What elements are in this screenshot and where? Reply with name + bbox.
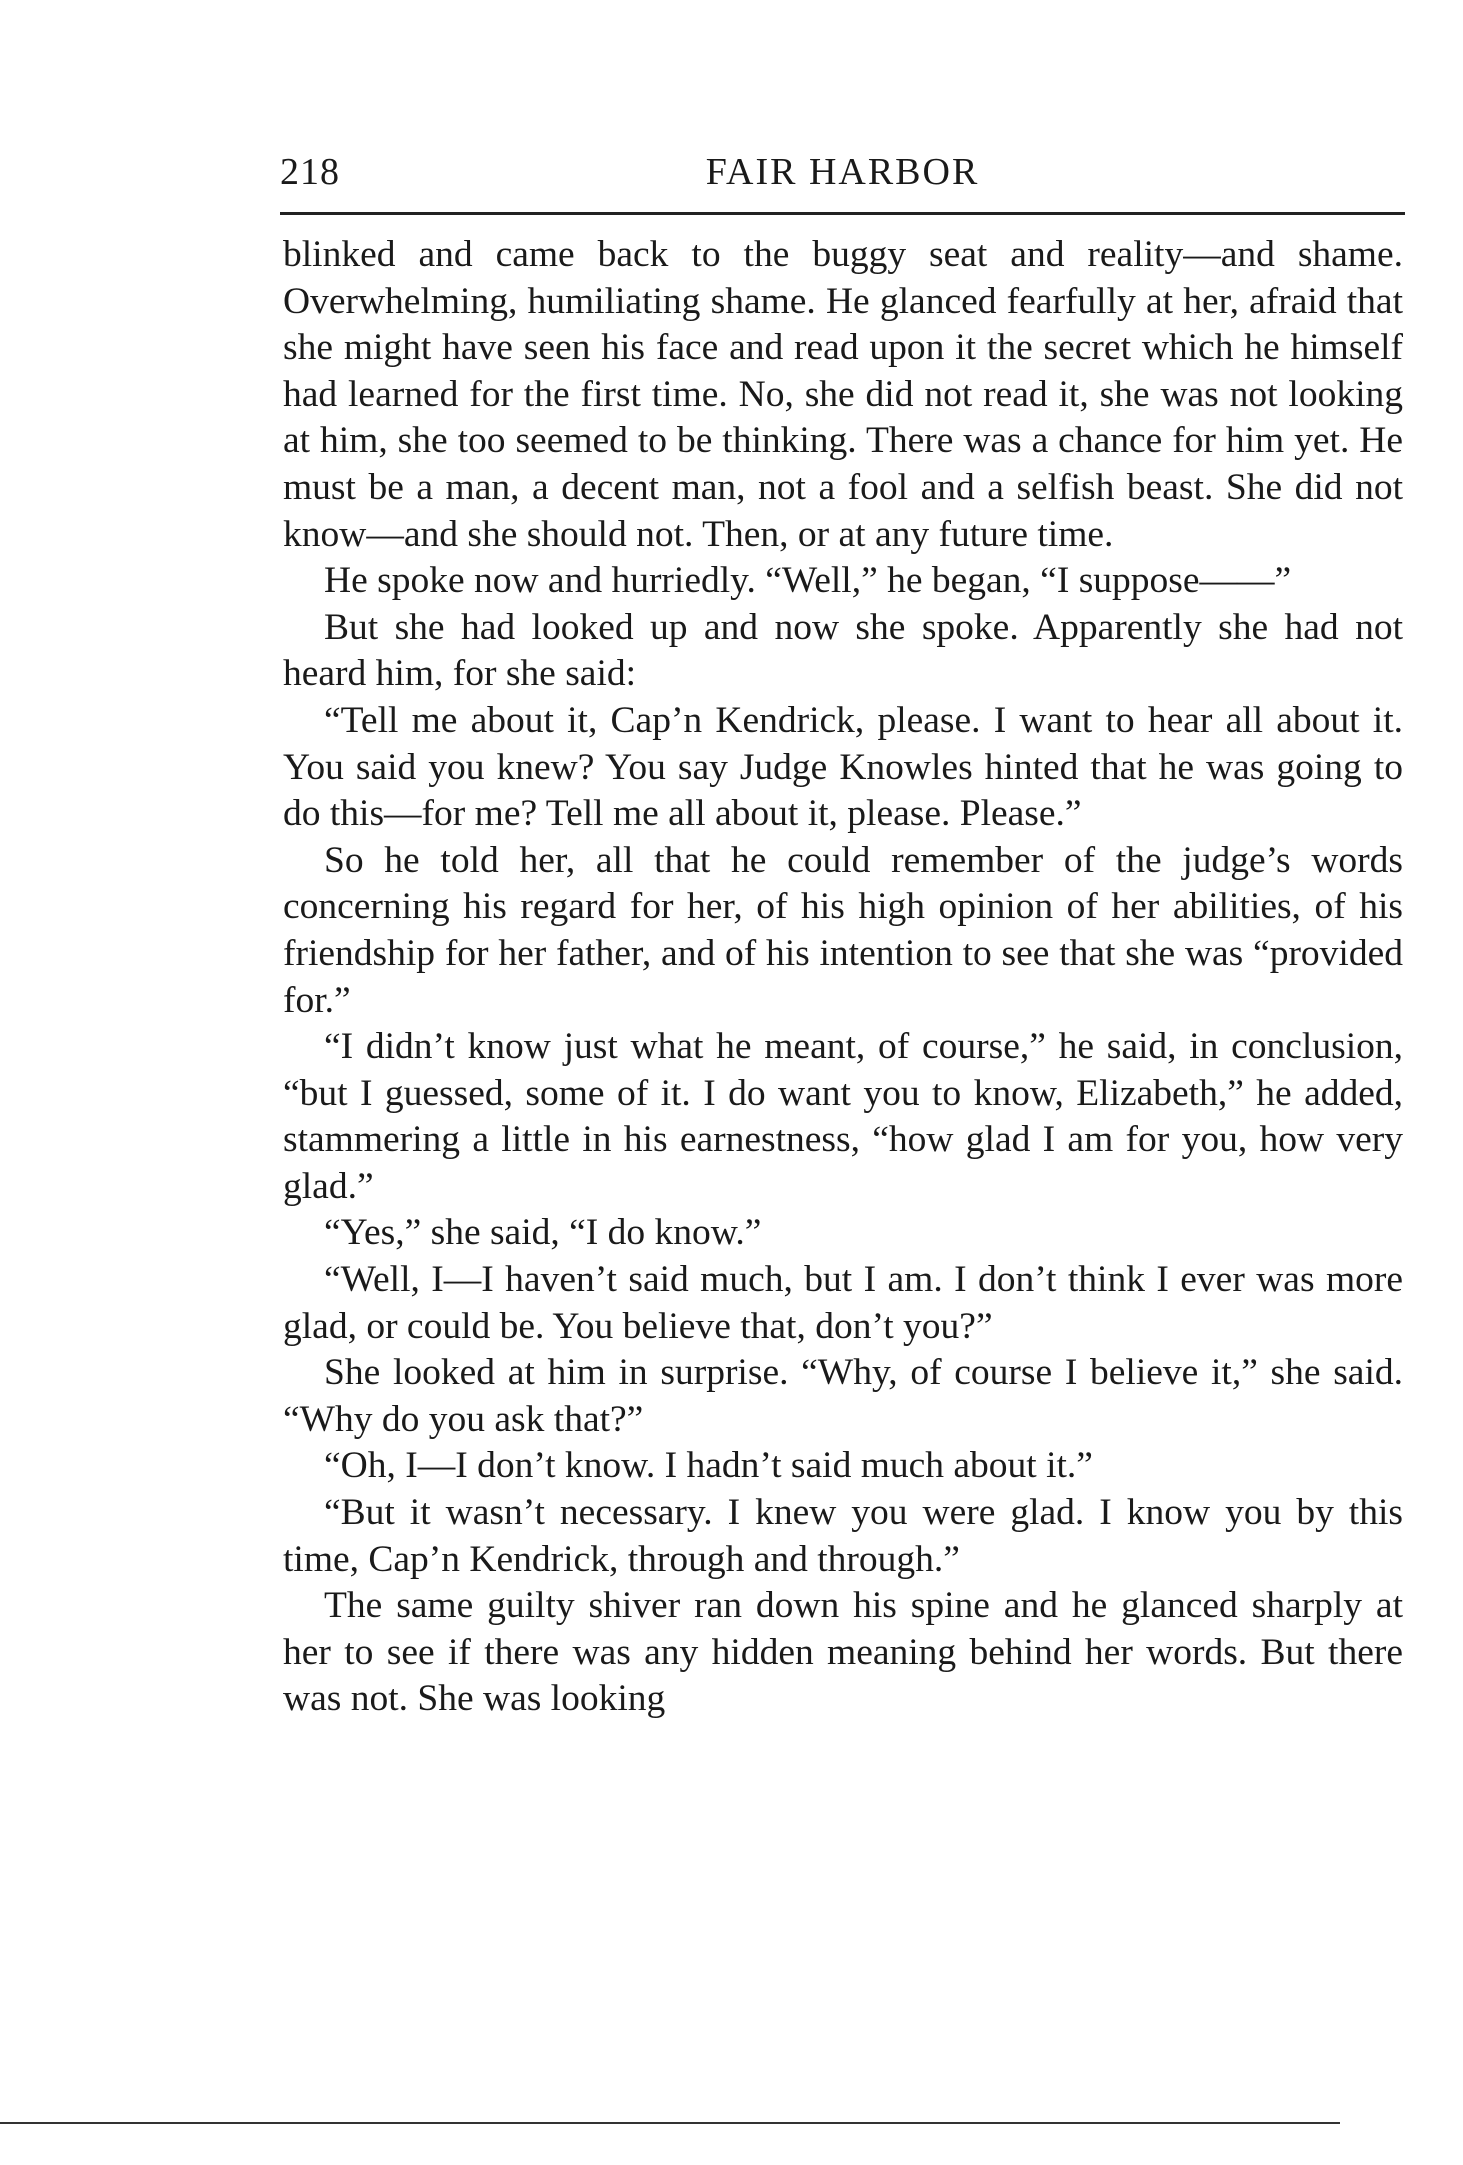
paragraph: The same guilty shiver ran down his spine and he glanced sharply at her to see if there was any hidden meaning behind her words. But there was not. She was looking bbox=[283, 1585, 1403, 1720]
paragraph: “Well, I—I haven’t said much, but I am. I don’t think I ever was more glad, or could be. You believe that, don’t you?” bbox=[283, 1259, 1403, 1347]
running-head: FAIR HARBOR bbox=[705, 151, 980, 193]
page-header bbox=[280, 150, 1405, 206]
bottom-rule bbox=[0, 2122, 1340, 2124]
body-text bbox=[283, 232, 1403, 1723]
paragraph: She looked at him in surprise. “Why, of course I believe it,” she said. “Why do you ask that?” bbox=[283, 1352, 1403, 1440]
paragraph: He spoke now and hurriedly. “Well,” he began, “I suppose——” bbox=[324, 560, 1292, 602]
paragraph: “But it wasn’t necessary. I knew you were glad. I know you by this time, Cap’n Kendrick, through and through.” bbox=[283, 1492, 1403, 1580]
paragraph: So he told her, all that he could remember of the judge’s words concerning his regard for her, of his high opinion of her abilities, of his friendship for her father, and of his intention to see that she was “provided for.” bbox=[283, 839, 1403, 1021]
paragraph: “Yes,” she said, “I do know.” bbox=[324, 1212, 762, 1254]
page-number: 218 bbox=[280, 151, 340, 193]
paragraph: blinked and came back to the buggy seat and reality—and shame. Overwhelming, humiliating shame. He glanced fearfully at her, afraid that she might have seen his face and read upon it the secret which he himself had learned for the first time. No, she did not read it, she was not looking at him, she too seemed to be thinking. There was a chance for him yet. He must be a man, a decent man, not a fool and a selfish beast. She did not know—and she should not. Then, or at any future time. bbox=[283, 234, 1403, 555]
paragraph: But she had looked up and now she spoke. Apparently she had not heard him, for she said: bbox=[283, 606, 1403, 695]
paragraph: “Tell me about it, Cap’n Kendrick, please. I want to hear all about it. You said you knew? You say Judge Knowles hinted that he was going to do this—for me? Tell me all about it, please. Please.” bbox=[283, 699, 1403, 835]
paragraph: “I didn’t know just what he meant, of course,” he said, in conclusion, “but I guessed, some of it. I do want you to know, Elizabeth,” he added, stammering a little in his earnestness, “how glad I am for you, how very glad.” bbox=[283, 1026, 1403, 1207]
paragraph: “Oh, I—I don’t know. I hadn’t said much about it.” bbox=[324, 1445, 1093, 1487]
header-rule bbox=[280, 212, 1405, 215]
